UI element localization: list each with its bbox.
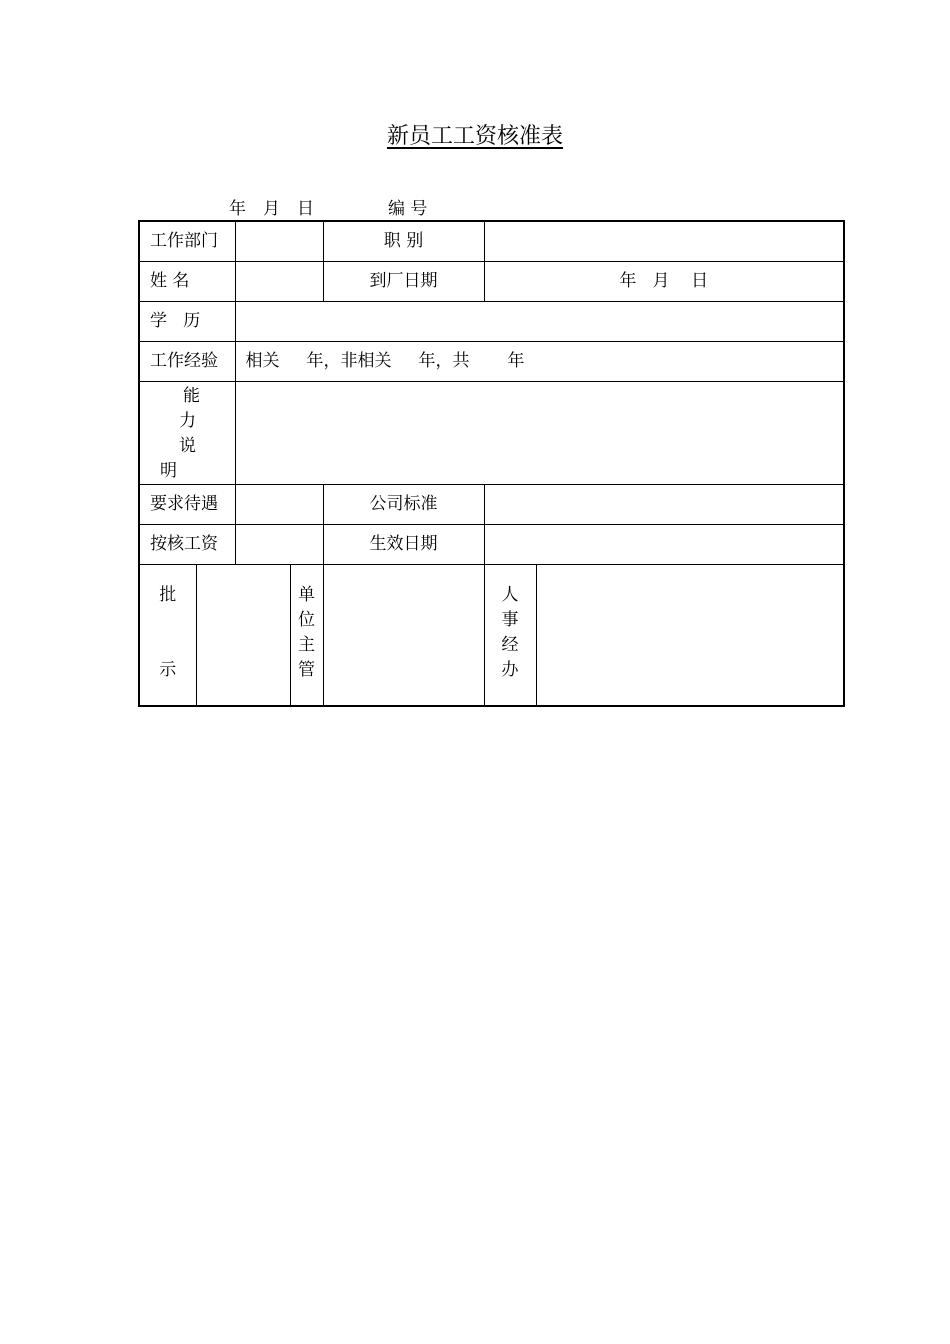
- supervisor-char: 位: [298, 609, 315, 630]
- position-field[interactable]: [484, 221, 844, 261]
- join-date-label: 到厂日期: [323, 261, 484, 301]
- position-label: 职 别: [323, 221, 484, 261]
- name-label: 姓 名: [139, 261, 235, 301]
- ability-label: [139, 381, 235, 484]
- supervisor-char: 单: [298, 584, 315, 605]
- join-date-field[interactable]: 年 月 日: [484, 261, 844, 301]
- education-label: 学 历: [139, 301, 235, 341]
- ability-char: 明: [160, 460, 177, 481]
- unit-supervisor-field[interactable]: [323, 564, 484, 706]
- number-label: 编 号: [388, 199, 428, 219]
- supervisor-char: 主: [298, 634, 315, 655]
- hr-char: 事: [501, 609, 519, 630]
- ability-field[interactable]: [235, 381, 844, 484]
- hr-char: 办: [501, 659, 519, 680]
- hr-handler-field[interactable]: [536, 564, 844, 706]
- salary-approval-table: [138, 220, 845, 707]
- experience-field[interactable]: 相关 年，非相关 年，共 年: [235, 341, 844, 381]
- name-field[interactable]: [235, 261, 323, 301]
- ability-char: 能: [183, 385, 200, 406]
- expected-salary-field[interactable]: [235, 484, 323, 524]
- date-label: 年 月 日: [229, 199, 314, 219]
- ability-char: 力: [179, 410, 196, 431]
- supervisor-char: 管: [298, 659, 315, 680]
- hr-handler-label: [484, 564, 536, 706]
- instruction-label: [139, 564, 196, 706]
- ability-char: 说: [179, 435, 196, 456]
- company-standard-field[interactable]: [484, 484, 844, 524]
- education-field[interactable]: [235, 301, 844, 341]
- company-standard-label: 公司标准: [323, 484, 484, 524]
- department-label: 工作部门: [139, 221, 235, 261]
- form-title: 新员工工资核准表: [386, 124, 563, 149]
- approved-salary-label: 按核工资: [139, 524, 235, 564]
- department-field[interactable]: [235, 221, 323, 261]
- experience-label: 工作经验: [139, 341, 235, 381]
- hr-char: 人: [501, 584, 519, 605]
- effective-date-label: 生效日期: [323, 524, 484, 564]
- instruction-char: 示: [159, 659, 177, 680]
- unit-supervisor-label: [290, 564, 323, 706]
- effective-date-field[interactable]: [484, 524, 844, 564]
- hr-char: 经: [501, 634, 519, 655]
- approved-salary-field[interactable]: [235, 524, 323, 564]
- instruction-field[interactable]: [196, 564, 290, 706]
- instruction-char: 批: [159, 584, 177, 605]
- expected-salary-label: 要求待遇: [139, 484, 235, 524]
